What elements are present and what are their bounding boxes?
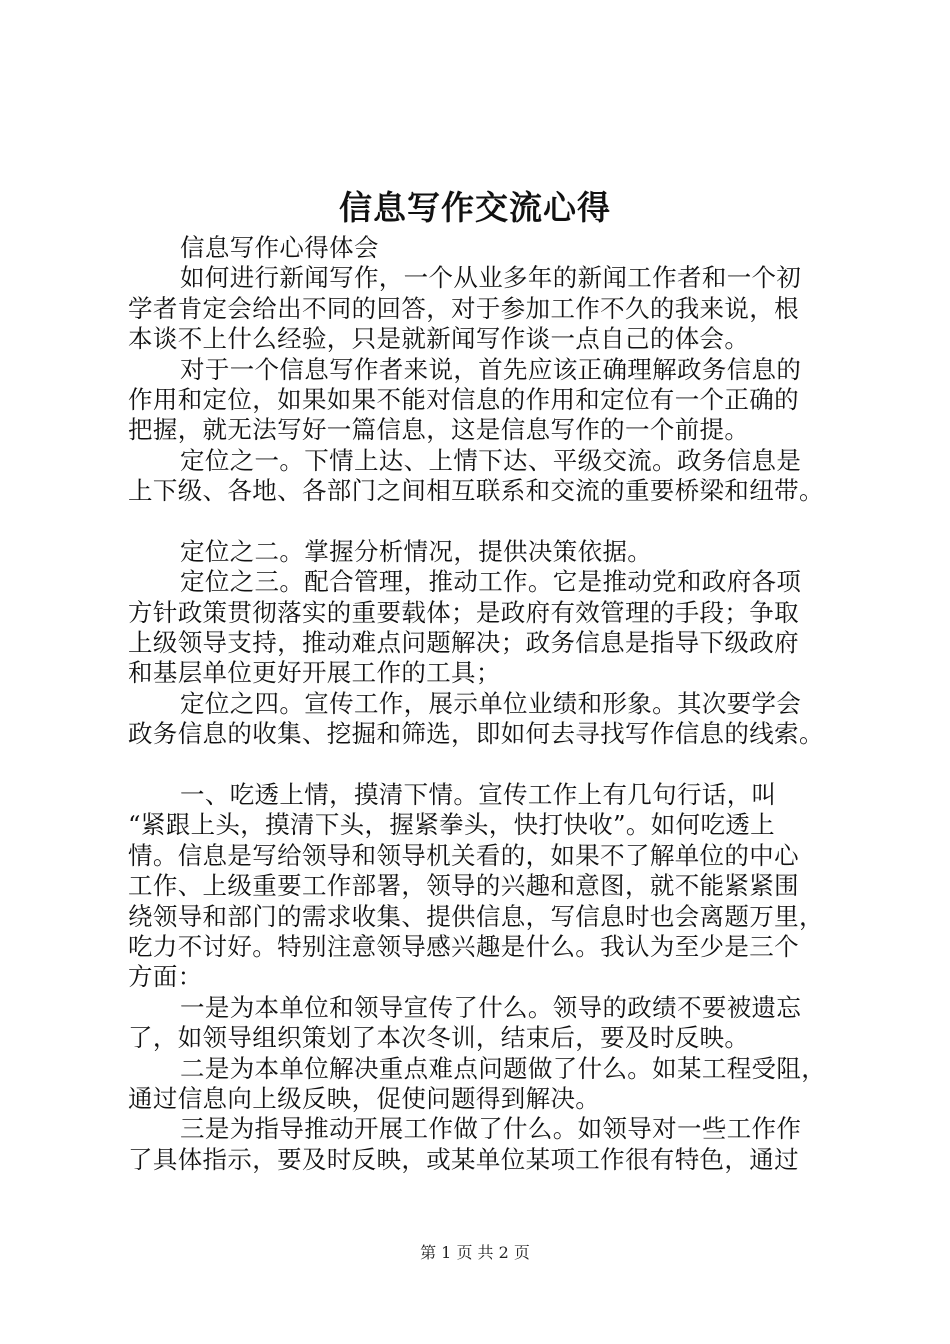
text-line: 信息写作心得体会	[180, 233, 379, 262]
text-line: 学者肯定会给出不同的回答，对于参加工作不久的我来说，根	[128, 293, 799, 323]
text-line: 定位之四。宣传工作，展示单位业绩和形象。其次要学会	[180, 688, 802, 718]
text-line: 上级领导支持，推动难点问题解决；政务信息是指导下级政府	[128, 628, 799, 658]
text-line: 情。信息是写给领导和领导机关看的，如果不了解单位的中心	[128, 840, 799, 870]
document-title: 信息写作交流心得	[339, 188, 611, 227]
blank-line	[128, 507, 838, 537]
text-line: 方针政策贯彻落实的重要载体；是政府有效管理的手段；争取	[128, 597, 799, 627]
text-line: 定位之二。掌握分析情况，提供决策依据。	[180, 536, 653, 566]
text-line: 了，如领导组织策划了本次冬训，结束后，要及时反映。	[128, 1023, 750, 1053]
text-line: 把握，就无法写好一篇信息，这是信息写作的一个前提。	[128, 415, 750, 445]
text-line: 定位之三。配合管理，推动工作。它是推动党和政府各项	[180, 567, 802, 597]
page-number-footer: 第 1 页 共 2 页	[420, 1243, 530, 1262]
text-line: 方面：	[128, 962, 203, 992]
text-line: 工作、上级重要工作部署，领导的兴趣和意图，就不能紧紧围	[128, 871, 799, 901]
text-line: 一、吃透上情，摸清下情。宣传工作上有几句行话，叫	[180, 780, 777, 810]
text-line: 如何进行新闻写作，一个从业多年的新闻工作者和一个初	[180, 263, 802, 293]
text-line: 吃力不讨好。特别注意领导感兴趣是什么。我认为至少是三个	[128, 931, 799, 961]
text-line: 二是为本单位解决重点难点问题做了什么。如某工程受阻，	[180, 1053, 827, 1083]
text-line: 对于一个信息写作者来说，首先应该正确理解政务信息的	[180, 354, 802, 384]
text-line: 政务信息的收集、挖掘和筛选，即如何去寻找写作信息的线索。	[128, 719, 824, 749]
text-line: 一是为本单位和领导宣传了什么。领导的政绩不要被遗忘	[180, 992, 802, 1022]
text-line: 绕领导和部门的需求收集、提供信息，写信息时也会离题万里，	[128, 901, 824, 931]
text-line: 三是为指导推动开展工作做了什么。如领导对一些工作作	[180, 1114, 802, 1144]
document-body	[128, 233, 838, 1175]
text-line: 作用和定位，如果如果不能对信息的作用和定位有一个正确的	[128, 384, 799, 414]
blank-line	[128, 750, 838, 780]
text-line: 定位之一。下情上达、上情下达、平级交流。政务信息是	[180, 445, 802, 475]
text-line: 和基层单位更好开展工作的工具；	[128, 658, 501, 688]
text-line: 通过信息向上级反映，促使问题得到解决。	[128, 1083, 601, 1113]
text-line: 上下级、各地、各部门之间相互联系和交流的重要桥梁和纽带。	[128, 476, 824, 506]
text-line: 本谈不上什么经验，只是就新闻写作谈一点自己的体会。	[128, 324, 750, 354]
text-line: “紧跟上头，摸清下头，握紧拳头，快打快收”。如何吃透上	[128, 810, 775, 840]
text-line: 了具体指示，要及时反映，或某单位某项工作很有特色，通过	[128, 1144, 799, 1174]
